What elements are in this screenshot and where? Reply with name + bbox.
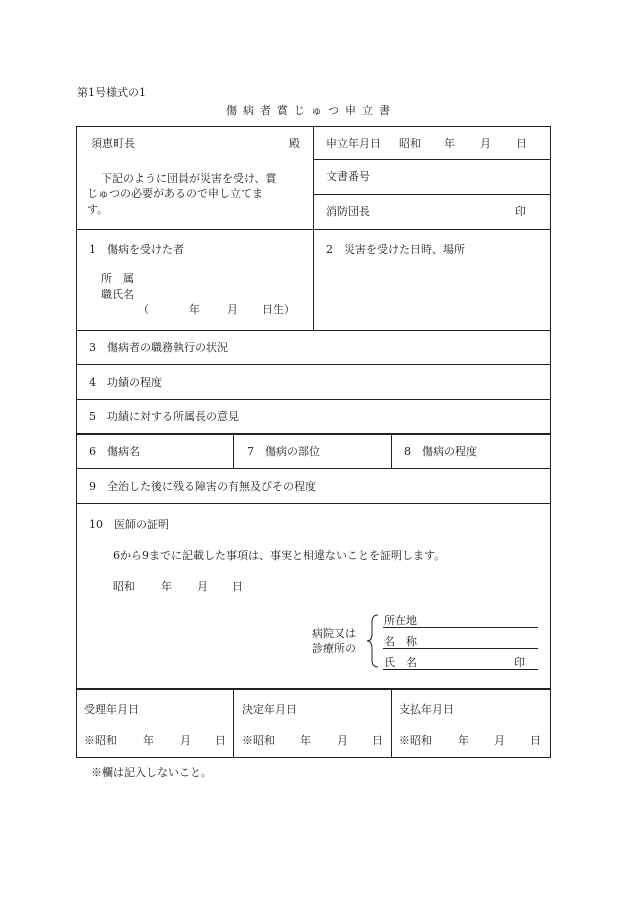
certification-month: 月: [197, 580, 208, 593]
received-date-label: 受理年月日: [84, 703, 139, 716]
page-title: 傷病者賞じゅつ申立書: [226, 104, 396, 117]
request-date-era: 昭和: [399, 137, 421, 150]
hospital-label-line-1: 病院又は: [312, 627, 356, 640]
decided-date-day: 日: [372, 734, 383, 747]
form-number: 第1号様式の1: [77, 86, 146, 99]
request-date-day: 日: [516, 137, 527, 150]
hospital-label-line-2: 診療所の: [312, 642, 356, 655]
doctor-seal: 印: [514, 656, 525, 669]
decided-date-month: 月: [337, 734, 348, 747]
paid-date-month: 月: [494, 734, 505, 747]
brace-icon: [366, 614, 380, 668]
affiliation-label: 所 属: [101, 272, 134, 285]
rule-sec1-bottom: [76, 330, 551, 331]
rule-footer-divider-1: [233, 688, 234, 757]
section-5-label: 5 功績に対する所属長の意見: [89, 410, 239, 423]
birth-year: 年: [189, 303, 200, 316]
received-date-era: ※昭和: [84, 734, 117, 747]
table-right-border: [550, 126, 551, 758]
job-name-label: 職氏名: [101, 288, 134, 301]
rule-sec6-bottom: [76, 468, 551, 469]
fire-chief-label: 消防団長: [326, 205, 370, 218]
rule-sec10-bottom: [76, 688, 551, 690]
rule-docnum-bottom: [313, 194, 551, 195]
section-1-label: 1 傷病を受けた者: [89, 243, 184, 256]
received-date-month: 月: [180, 734, 191, 747]
received-date-day: 日: [215, 734, 226, 747]
rule-sec5-bottom: [76, 433, 551, 435]
section-9-label: 9 全治した後に残る障害の有無及びその程度: [89, 480, 316, 493]
rule-sec9-bottom: [76, 503, 551, 504]
location-label: 所在地: [384, 614, 417, 627]
doctor-name-label: 氏 名: [384, 656, 417, 669]
request-text-line-3: す。: [87, 203, 109, 216]
decided-date-year: 年: [300, 734, 311, 747]
fire-chief-seal: 印: [515, 205, 526, 218]
birth-day: 日生）: [262, 303, 295, 316]
received-date-year: 年: [143, 734, 154, 747]
section-6-label: 6 傷病名: [89, 445, 140, 458]
section-2-label: 2 災害を受けた日時、場所: [326, 243, 465, 256]
table-bottom-border: [76, 757, 551, 758]
rule-header-divider: [313, 126, 314, 330]
hospital-name-underline: [383, 648, 538, 649]
rule-sec7-divider: [391, 433, 392, 468]
rule-date-bottom: [313, 159, 551, 160]
paid-date-year: 年: [458, 734, 469, 747]
section-4-label: 4 功績の程度: [89, 376, 162, 389]
certification-statement: 6から9までに記載した事項は、事実と相違ないことを証明します。: [113, 549, 446, 562]
doctor-name-underline: [383, 669, 538, 670]
paid-date-era: ※昭和: [399, 734, 432, 747]
paid-date-day: 日: [530, 734, 541, 747]
hospital-name-label: 名 称: [384, 635, 417, 648]
birth-month: 月: [227, 303, 238, 316]
section-7-label: 7 傷病の部位: [247, 445, 320, 458]
location-underline: [383, 627, 538, 628]
request-text-line-1: 下記のように団員が災害を受け、賞: [101, 172, 277, 185]
addressee: 須恵町長: [91, 137, 135, 150]
honorific: 殿: [289, 137, 300, 150]
request-date-month: 月: [480, 137, 491, 150]
rule-sec4-bottom: [76, 399, 551, 400]
section-8-label: 8 傷病の程度: [404, 445, 477, 458]
paid-date-label: 支払年月日: [399, 703, 454, 716]
decided-date-era: ※昭和: [242, 734, 275, 747]
footer-note: ※欄は記入しないこと。: [91, 766, 212, 779]
section-10-label: 10 医師の証明: [89, 518, 169, 531]
certification-day: 日: [232, 580, 243, 593]
request-date-year: 年: [444, 137, 455, 150]
request-date-label: 申立年月日: [326, 137, 381, 150]
certification-era: 昭和: [113, 580, 135, 593]
table-left-border: [76, 126, 77, 758]
certification-year: 年: [161, 580, 172, 593]
birth-open-paren: （: [138, 303, 149, 316]
rule-footer-divider-2: [391, 688, 392, 757]
rule-sec3-bottom: [76, 364, 551, 365]
request-text-line-2: じゅつの必要があるので申し立てま: [87, 187, 263, 200]
rule-sec6-divider: [233, 433, 234, 468]
section-3-label: 3 傷病者の職務執行の状況: [89, 341, 228, 354]
doc-number-label: 文書番号: [326, 170, 370, 183]
decided-date-label: 決定年月日: [242, 703, 297, 716]
